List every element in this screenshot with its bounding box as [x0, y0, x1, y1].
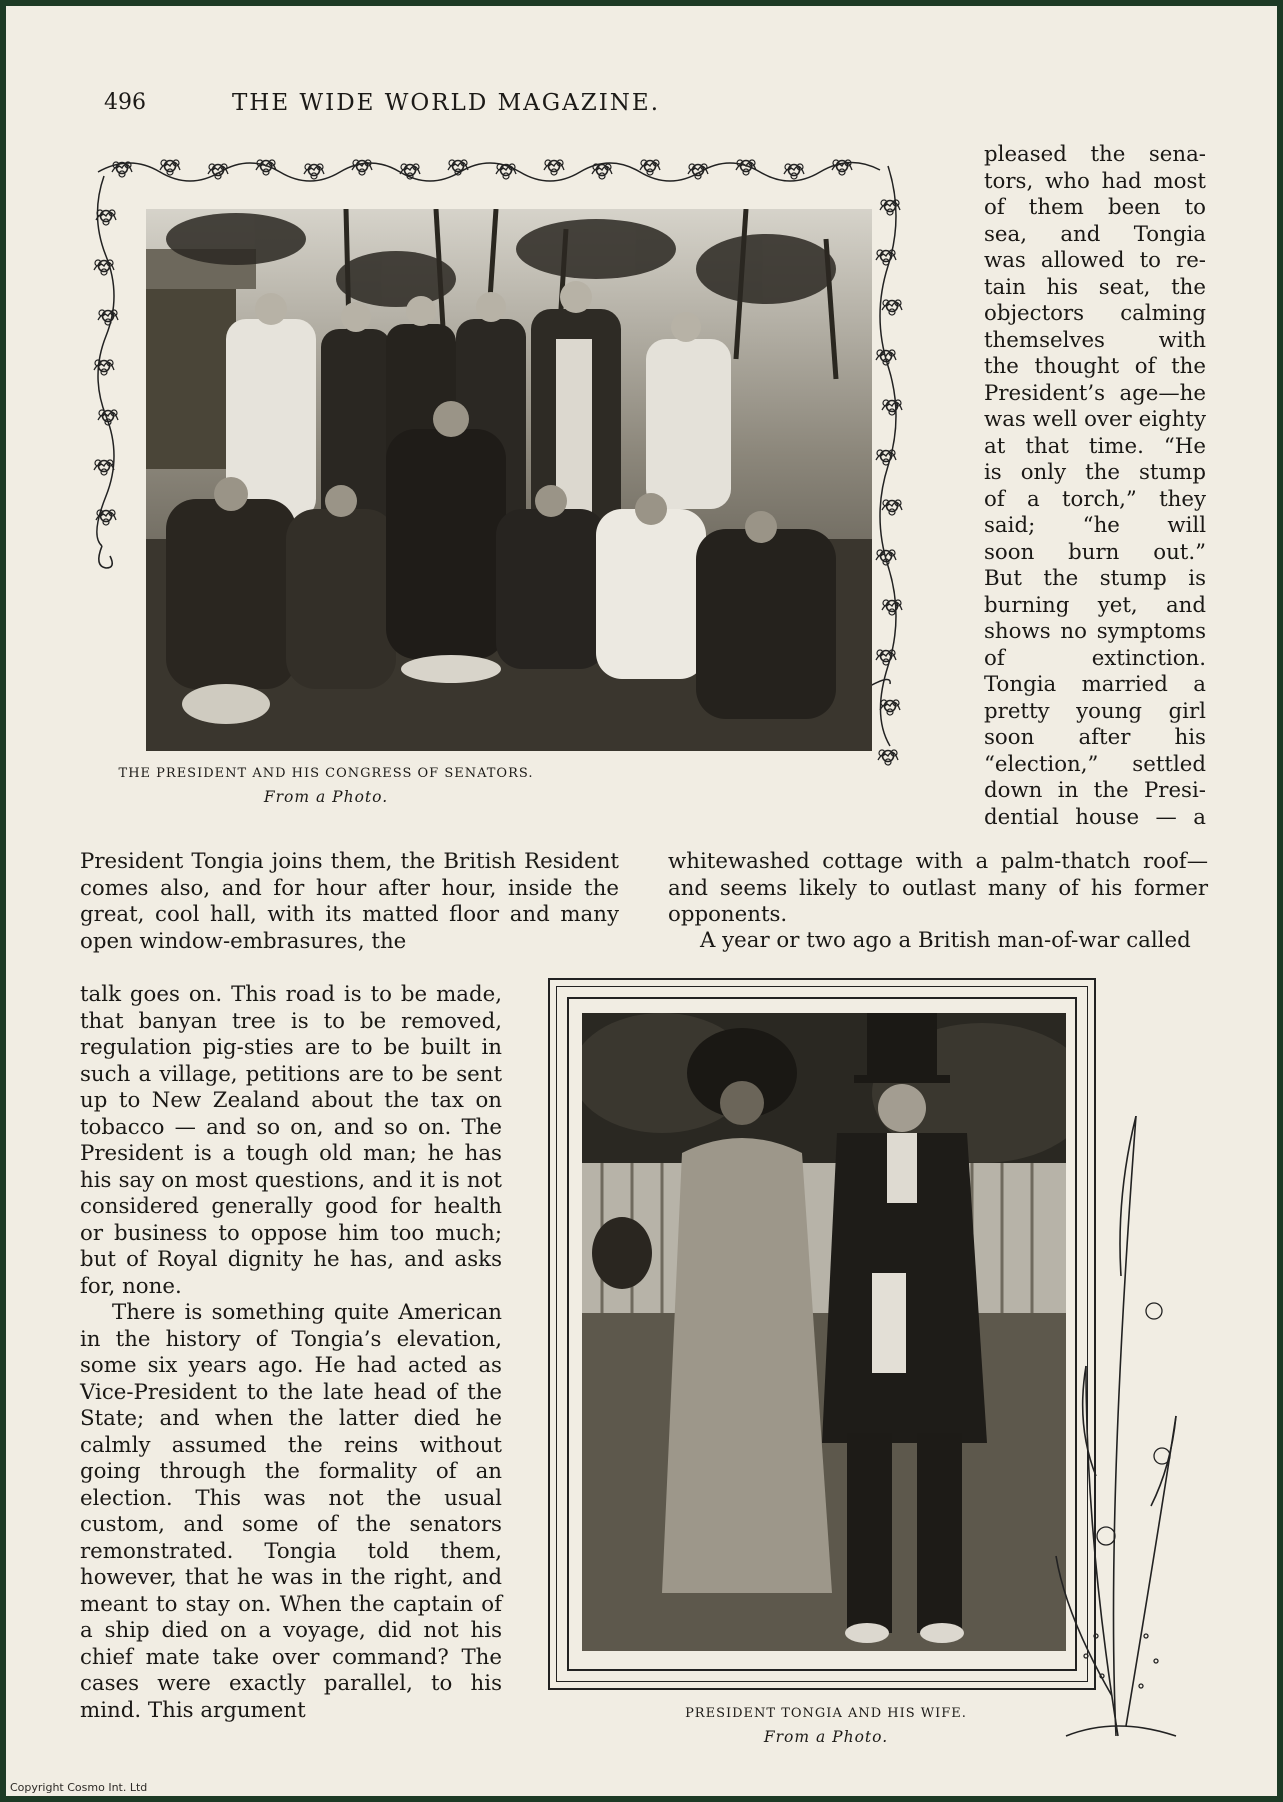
right-column-line: dential house — a: [984, 804, 1206, 830]
right-column-line: of extinction.: [984, 645, 1206, 671]
right-column-line: pretty young girl: [984, 698, 1206, 724]
right-column-line: sea, and Tongia: [984, 221, 1206, 247]
page-number: 496: [104, 90, 146, 115]
right-column-line: burning yet, and: [984, 592, 1206, 618]
right-column-continuation: whitewashed cottage with a palm-thatch roof—and seems likely to outlast many of his former opponents.: [668, 849, 1208, 927]
left-column-narrow-text: [80, 982, 502, 1724]
right-column-line: at that time. “He: [984, 433, 1206, 459]
right-column-line: said; “he will: [984, 513, 1206, 538]
right-column-line: President’s age—he: [984, 380, 1206, 406]
bottom-figure-caption: PRESIDENT TONGIA AND HIS WIFE.: [685, 1706, 967, 1721]
copyright-notice: Copyright Cosmo Int. Ltd: [10, 1781, 148, 1794]
right-column-line: of a torch,” they: [984, 486, 1206, 512]
left-column-wide-text: President Tongia joins them, the British Resident comes also, and for hour after hour, inside the great, cool hall, with its matted floor and many open window-embrasures, the: [80, 849, 619, 954]
right-column-line: soon after his: [984, 725, 1206, 750]
right-column-line: of them been to: [984, 195, 1206, 220]
right-column-last-line: A year or two ago a British man-of-war called: [700, 928, 1191, 953]
right-column-line: tain his seat, the: [984, 274, 1206, 300]
page-header: [6, 90, 1277, 120]
right-column-line: soon burn out.”: [984, 539, 1206, 565]
photo-president-and-wife: [582, 1013, 1066, 1651]
right-column-line: shows no symptoms: [984, 619, 1206, 644]
right-column-line: tors, who had most: [984, 168, 1206, 194]
right-column-line: was allowed to re-: [984, 248, 1206, 273]
bottom-figure-source: From a Photo.: [763, 1728, 889, 1746]
top-figure-caption: THE PRESIDENT AND HIS CONGRESS OF SENATORS.: [118, 766, 534, 781]
paragraph-talk: talk goes on. This road is to be made, that banyan tree is to be removed, regulation pig-sties are to be built in such a village, petitions are to be sent up to New Zealand about the tax on tobacco — and so on, and so on. The President is a tough old man; he has his say on most questions, and it is not considered generally good for health or business to oppose him too much; but of Royal dignity he has, and asks for, none.: [80, 982, 502, 1299]
right-column-line: objectors calming: [984, 301, 1206, 326]
right-column-line: the thought of the: [984, 354, 1206, 379]
photo-president-and-senators: [146, 209, 872, 751]
right-column-line: themselves with: [984, 327, 1206, 353]
right-column-line: is only the stump: [984, 460, 1206, 485]
decorative-plant-illustration: [1046, 1116, 1196, 1746]
right-column-line: “election,” settled: [984, 751, 1206, 777]
magazine-title: THE WIDE WORLD MAGAZINE.: [231, 90, 661, 116]
magazine-page: [6, 6, 1277, 1796]
right-column-top-text: [984, 142, 1206, 831]
right-column-line: pleased the sena-: [984, 142, 1206, 167]
right-column-line: Tongia married a: [984, 672, 1206, 697]
right-column-line: was well over eighty: [984, 407, 1206, 432]
right-column-line: But the stump is: [984, 566, 1206, 591]
right-column-line: down in the Presi-: [984, 778, 1206, 803]
paragraph-elevation: There is something quite American in the history of Tongia’s elevation, some six years ago. He had acted as Vice-President to the late head of the State; and when the latter died he calmly assumed the reins without going through the formality of an election. This was not the usual custom, and some of the senators remonstrated. Tongia told them, however, that he was in the right, and meant to stay on. When the captain of a ship died on a voyage, did not his chief mate take over command? The cases were exactly parallel, to his mind. This argument: [80, 1300, 502, 1723]
top-figure-source: From a Photo.: [263, 788, 389, 806]
